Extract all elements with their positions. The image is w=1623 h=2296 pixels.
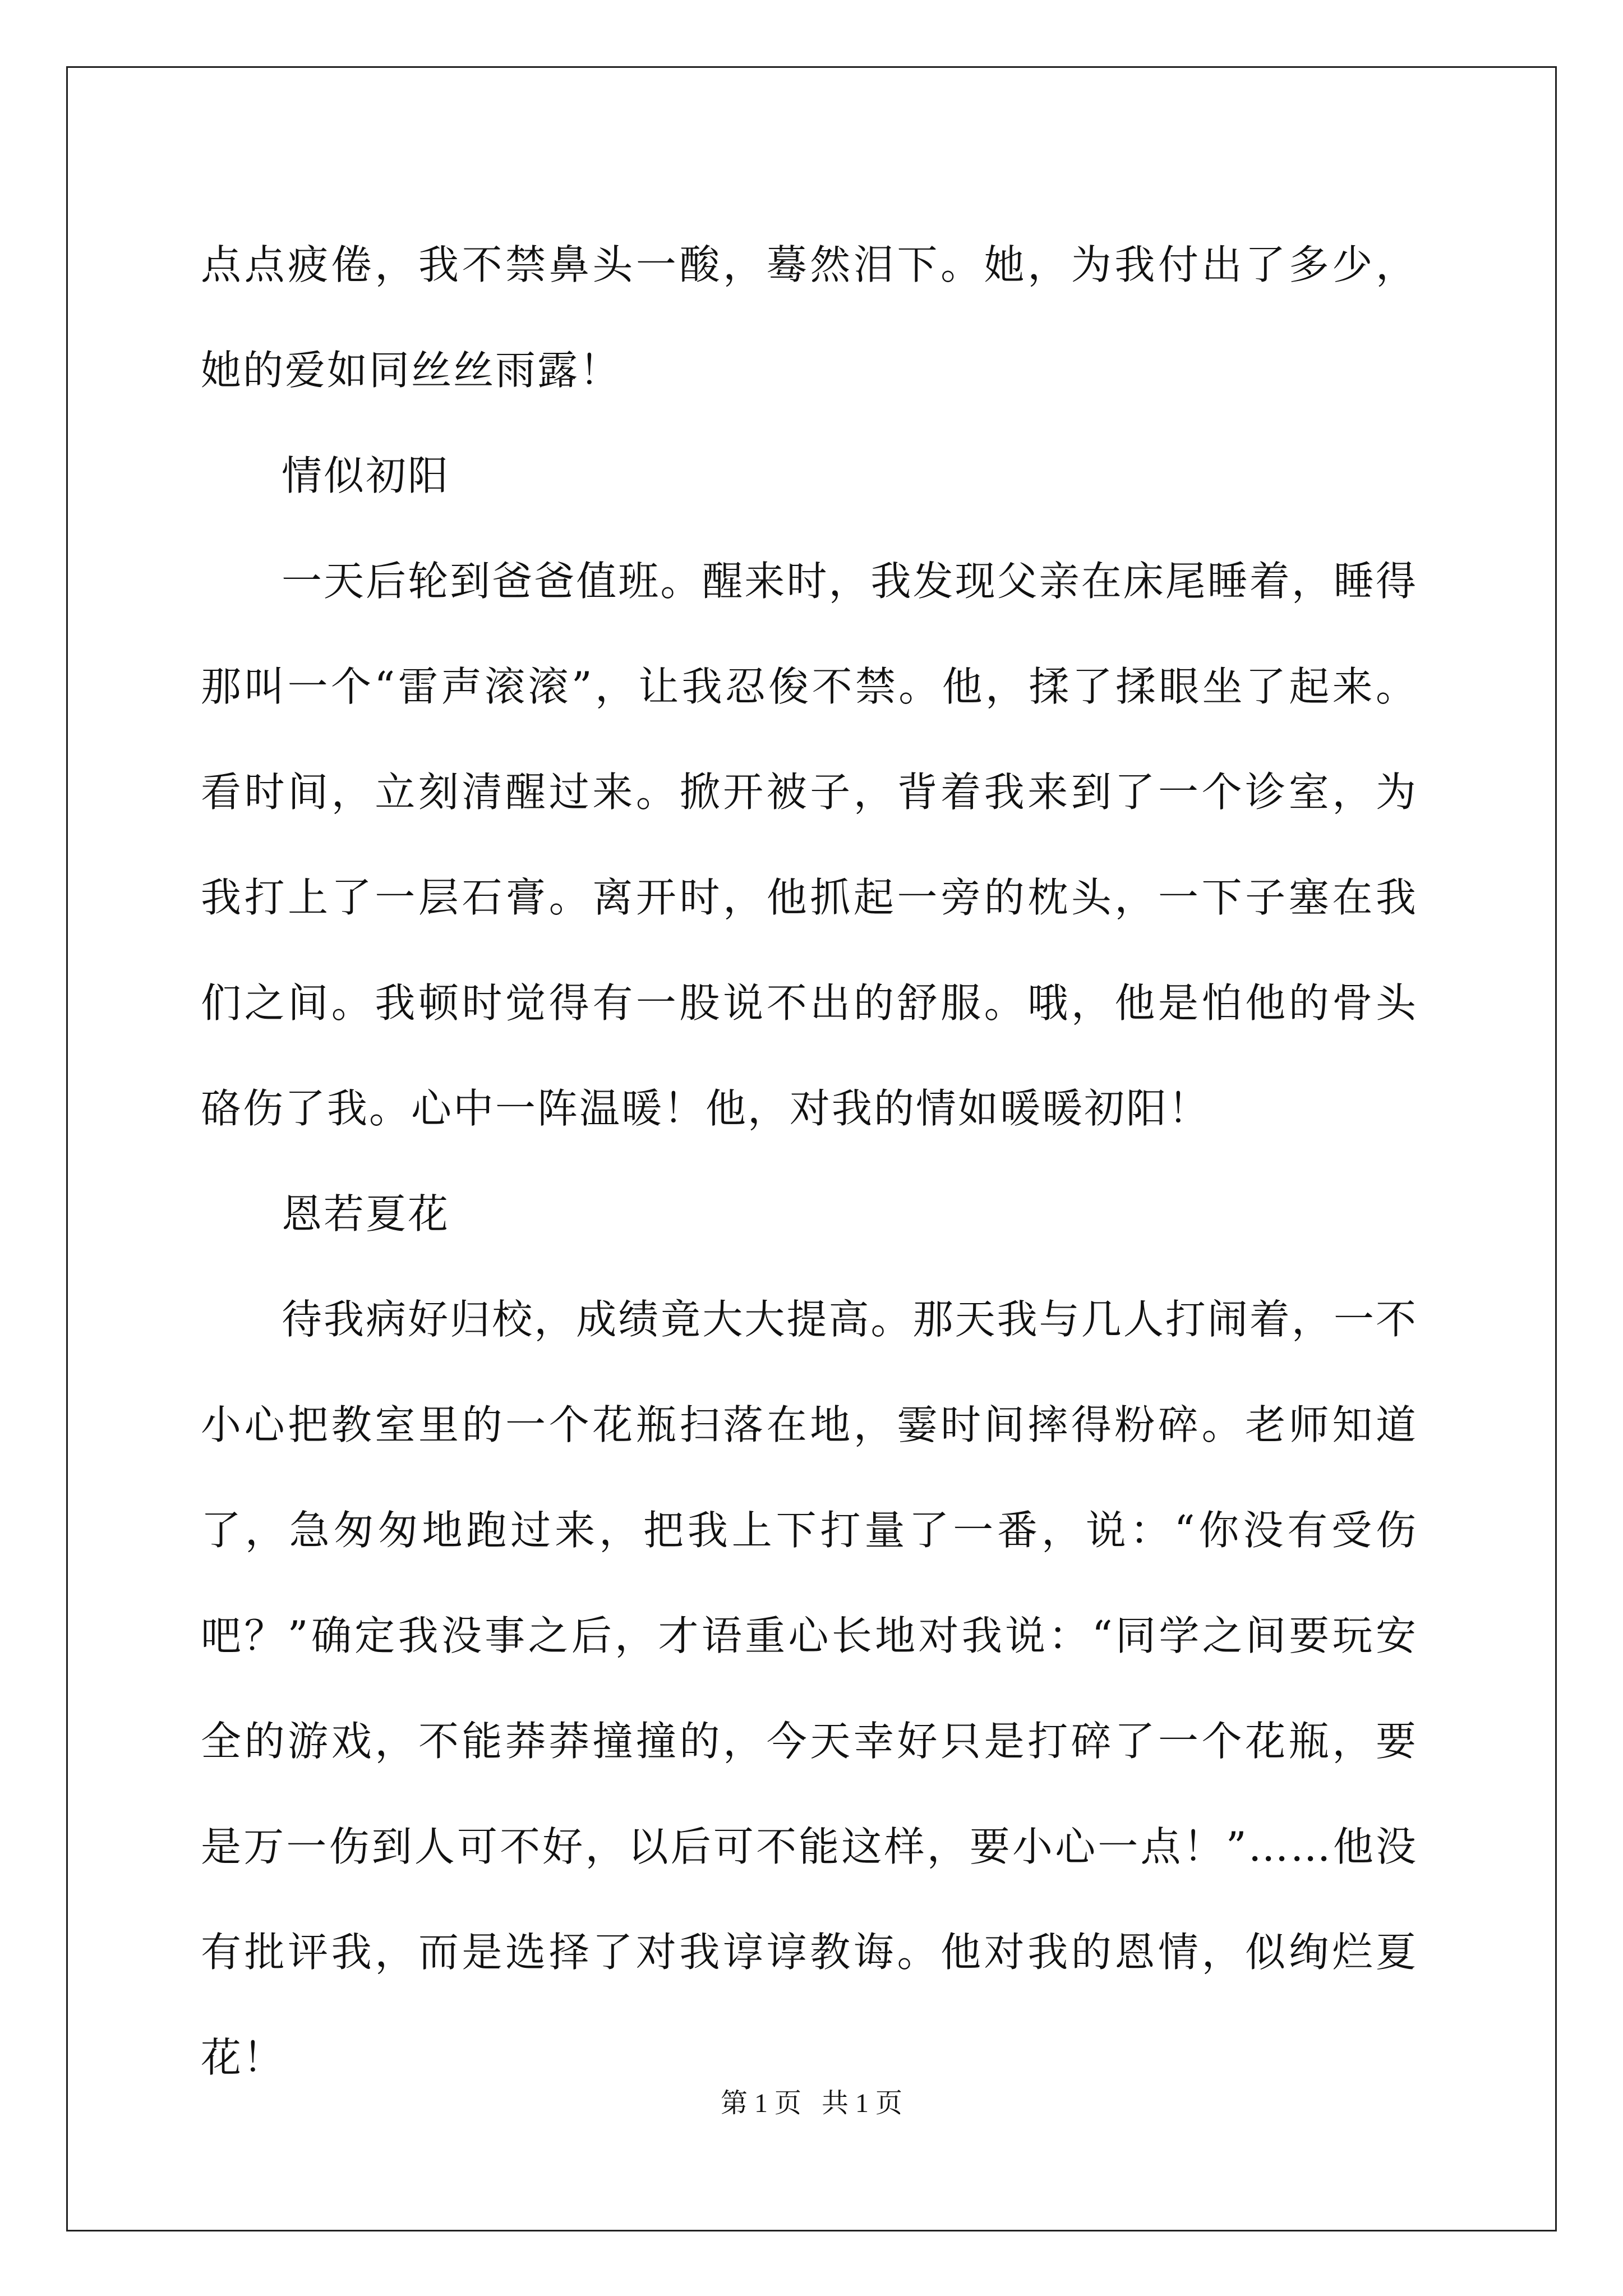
paragraph-body-2: 一天后轮到爸爸值班。醒来时，我发现父亲在床尾睡着，睡得那叫一个“雷声滚滚”，让我忍俊不禁。他，揉了揉眼坐了起来。看时间，立刻清醒过来。掀开被子，背着我来到了一个诊室，为我打上了一层石膏。离开时，他抓起一旁的枕头，一下子塞在我们之间。我顿时觉得有一股说不出的舒服。哦，他是怕他的骨头硌伤了我。心中一阵温暖！他，对我的情如暖暖初阳！	[201, 558, 1418, 1132]
section-heading-en-ruo-xia-hua: 恩若夏花	[282, 1190, 450, 1237]
page-total: 共 1 页	[822, 2088, 903, 2118]
paragraph-body-3: 待我病好归校，成绩竟大大提高。那天我与几人打闹着，一不小心把教室里的一个花瓶扫落在地，霎时间摔得粉碎。老师知道了，急匆匆地跑过来，把我上下打量了一番，说：“你没有受伤吧？”确定我没事之后，才语重心长地对我说：“同学之间要玩安全的游戏，不能莽莽撞撞的，今天幸好只是打碎了一个花瓶，要是万一伤到人可不好，以后可不能这样，要小心一点！”……他没有批评我，而是选择了对我谆谆教诲。他对我的恩情，似绚烂夏花！	[201, 1296, 1418, 2081]
page-number: 第 1 页	[720, 2088, 801, 2118]
page-footer	[0, 2087, 1623, 2120]
section-heading-qing-si-chu-yang: 情似初阳	[282, 452, 450, 499]
document-body	[201, 212, 1418, 2110]
paragraph-body-1: 点点疲倦，我不禁鼻头一酸，蓦然泪下。她，为我付出了多少，她的爱如同丝丝雨露！	[201, 241, 1418, 394]
